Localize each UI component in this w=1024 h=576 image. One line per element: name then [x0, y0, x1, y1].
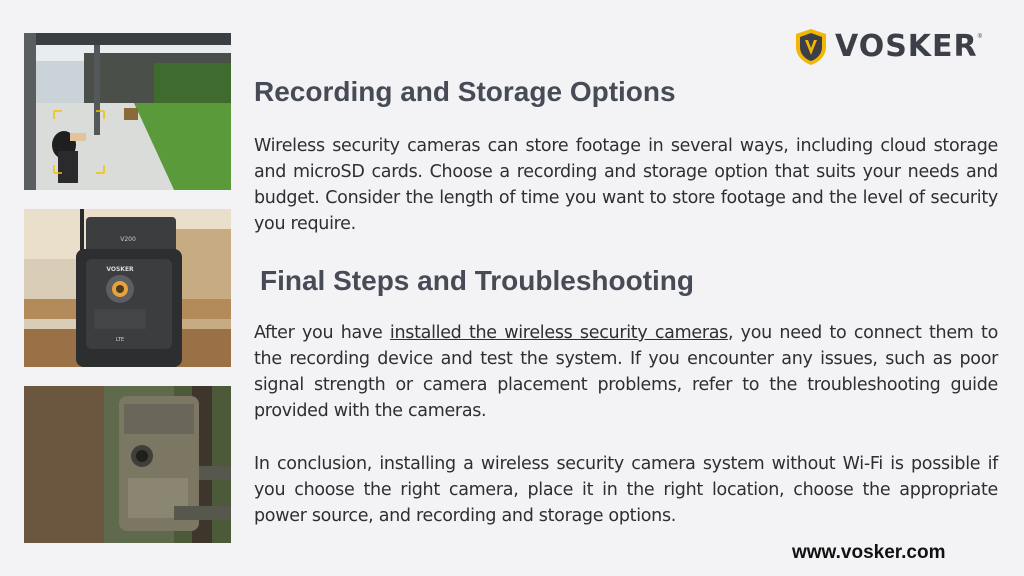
recording-section-body: Wireless security cameras can store footage in several ways, including cloud storage and microSD cards. Choose a recording and storage option that suits your needs and budget. Consider the length of time you want to store footage and the level of security you require. [254, 136, 998, 234]
registered-mark: ® [977, 34, 983, 40]
final-body-intro: After you have [254, 323, 390, 343]
final-body-rest: , you need to connect them to the recording device and test the system. If you encounter any issues, such as poor signal strength or camera placement problems, refer to the troubleshooting guide provided with the cameras. [254, 323, 998, 421]
final-steps-section-body [254, 320, 998, 424]
camera-model-label: V200 [120, 236, 136, 243]
vosker-camera-photo [24, 209, 231, 367]
backyard-security-photo [24, 33, 231, 190]
footer-website-url[interactable]: www.vosker.com [792, 542, 946, 563]
camera-lte-label: LTE [115, 337, 125, 343]
conclusion-body: In conclusion, installing a wireless security camera system without Wi-Fi is possible if you choose the right camera, place it in the right location, choose the appropriate power source, and recording and storage options. [254, 454, 998, 526]
final-steps-section-title: Final Steps and Troubleshooting [260, 265, 695, 296]
recording-section-title: Recording and Storage Options [254, 76, 676, 107]
shield-icon [795, 28, 827, 66]
camo-camera-photo [24, 386, 231, 543]
camera-brand-label: VOSKER [106, 266, 134, 273]
logo-wordmark: VOSKER [835, 29, 978, 64]
vosker-logo [795, 28, 982, 66]
installed-cameras-link[interactable]: installed the wireless security cameras [389, 323, 728, 343]
